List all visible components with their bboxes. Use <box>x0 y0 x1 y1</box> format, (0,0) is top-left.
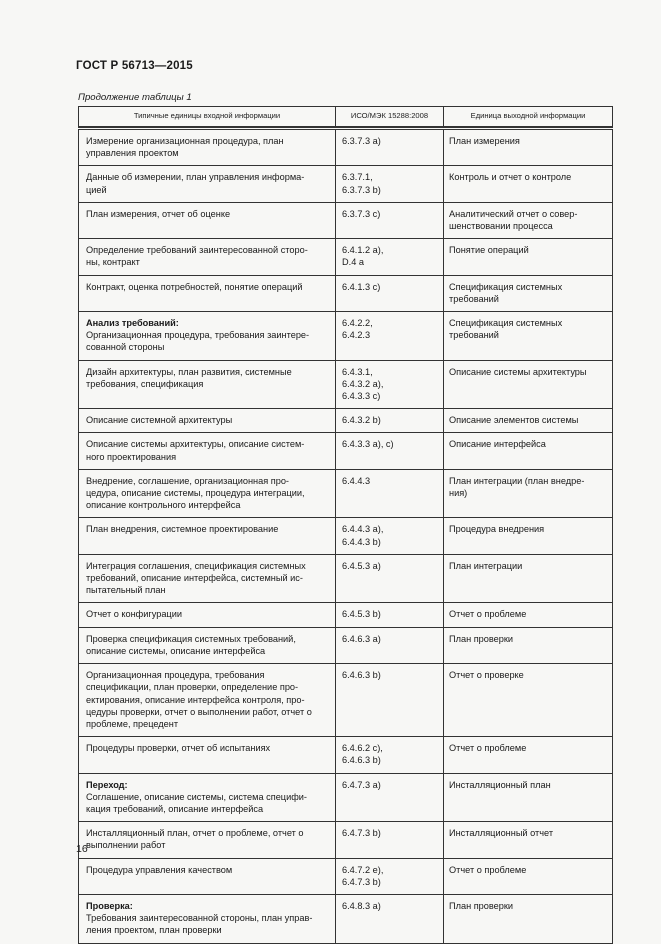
table-row <box>79 822 613 858</box>
input-info-cell <box>79 409 336 433</box>
table-row <box>79 603 613 627</box>
standard-reference-cell: 6.4.6.3 b) <box>336 664 444 737</box>
output-info-cell: Отчет о проблеме <box>444 858 613 894</box>
standard-reference-cell: 6.4.2.2, 6.4.2.3 <box>336 312 444 361</box>
input-info-text: Определение требований заинтересованной сторо- ны, контракт <box>86 245 308 268</box>
column-header-input: Типичные единицы входной информации <box>79 107 336 127</box>
output-info-cell: Описание системы архитектуры <box>444 360 613 409</box>
table-row <box>79 129 613 166</box>
table-row <box>79 409 613 433</box>
input-info-text: Отчет о конфигурации <box>86 609 182 620</box>
section-heading: Переход: <box>86 779 128 790</box>
input-info-cell <box>79 822 336 858</box>
input-info-cell <box>79 469 336 518</box>
section-heading: Анализ требований: <box>86 318 179 329</box>
section-heading: Проверка: <box>86 900 133 911</box>
input-info-cell <box>79 239 336 275</box>
table-row <box>79 664 613 737</box>
standard-reference-cell: 6.4.7.2 e), 6.4.7.3 b) <box>336 858 444 894</box>
table-caption: Продолжение таблицы 1 <box>78 92 192 103</box>
output-info-cell: Описание интерфейса <box>444 433 613 469</box>
table-body <box>79 127 613 944</box>
page-number: 16 <box>76 843 88 855</box>
standard-reference-cell: 6.4.8.3 a) <box>336 894 444 943</box>
output-info-cell: Спецификация системных требований <box>444 312 613 361</box>
output-info-cell: План измерения <box>444 129 613 166</box>
standard-reference-cell: 6.4.7.3 a) <box>336 773 444 822</box>
column-header-standard: ИСО/МЭК 15288:2008 <box>336 107 444 127</box>
output-info-cell: Отчет о проверке <box>444 664 613 737</box>
input-info-text: Процедуры проверки, отчет об испытаниях <box>86 743 271 754</box>
input-info-text: Данные об измерении, план управления информа- цией <box>86 172 305 195</box>
table-row <box>79 518 613 554</box>
table-row <box>79 469 613 518</box>
table-row <box>79 275 613 311</box>
standard-reference-cell: 6.4.7.3 b) <box>336 822 444 858</box>
output-info-cell: Процедура внедрения <box>444 518 613 554</box>
standard-reference-cell: 6.4.3.2 b) <box>336 409 444 433</box>
table-row <box>79 166 613 202</box>
input-info-cell <box>79 202 336 238</box>
table-row <box>79 627 613 663</box>
table-row <box>79 239 613 275</box>
input-info-text: Проверка спецификация системных требований, описание системы, описание интерфейса <box>86 633 296 656</box>
standard-reference-cell: 6.4.1.3 c) <box>336 275 444 311</box>
output-info-cell: Аналитический отчет о совер- шенствовании процесса <box>444 202 613 238</box>
input-info-cell <box>79 664 336 737</box>
table-row <box>79 858 613 894</box>
input-info-text: Процедура управления качеством <box>86 864 233 875</box>
input-info-cell <box>79 603 336 627</box>
standard-reference-cell: 6.4.6.3 a) <box>336 627 444 663</box>
output-info-cell: Контроль и отчет о контроле <box>444 166 613 202</box>
input-info-text: Контракт, оценка потребностей, понятие операций <box>86 281 303 292</box>
output-info-cell: Отчет о проблеме <box>444 737 613 773</box>
standard-reference-cell: 6.3.7.1, 6.3.7.3 b) <box>336 166 444 202</box>
input-info-text: Интеграция соглашения, спецификация системных требований, описание интерфейса, системный ис- пытательный план <box>86 560 306 596</box>
table-row <box>79 433 613 469</box>
input-info-cell <box>79 166 336 202</box>
standard-reference-cell: 6.4.4.3 <box>336 469 444 518</box>
input-info-cell <box>79 737 336 773</box>
input-info-text: Организационная процедура, требования спецификации, план проверки, определение про- ектирования, описание интерфейса контроля, про- цедуры проверки, отчет о выполнении работ, отчет о проблеме, прецедент <box>86 670 312 729</box>
input-info-cell <box>79 894 336 943</box>
input-info-text: Внедрение, соглашение, организационная про- цедура, описание системы, процедура интеграции, описание контрольного интерфейса <box>86 475 305 511</box>
input-info-text: План внедрения, системное проектирование <box>86 524 279 535</box>
output-info-cell: Инсталляционный отчет <box>444 822 613 858</box>
table-header-row <box>79 107 613 127</box>
input-info-text: Дизайн архитектуры, план развития, системные требования, спецификация <box>86 366 292 389</box>
input-info-cell <box>79 518 336 554</box>
input-info-cell <box>79 627 336 663</box>
input-info-cell <box>79 275 336 311</box>
requirements-table <box>78 106 613 944</box>
input-info-cell <box>79 554 336 603</box>
input-info-text: Соглашение, описание системы, система специфи- кация требований, описание интерфейса <box>86 791 307 814</box>
input-info-cell <box>79 129 336 166</box>
table-row <box>79 312 613 361</box>
output-info-cell: План проверки <box>444 894 613 943</box>
standard-reference-cell: 6.4.5.3 a) <box>336 554 444 603</box>
standard-reference-cell: 6.4.3.3 a), c) <box>336 433 444 469</box>
input-info-text: Описание системной архитектуры <box>86 415 233 426</box>
input-info-text: Описание системы архитектуры, описание систем- ного проектирования <box>86 439 305 462</box>
output-info-cell: Описание элементов системы <box>444 409 613 433</box>
document-header: ГОСТ Р 56713—2015 <box>76 60 193 72</box>
input-info-cell <box>79 858 336 894</box>
input-info-text: Требования заинтересованной стороны, план управ- ления проектом, план проверки <box>86 913 313 936</box>
output-info-cell: Инсталляционный план <box>444 773 613 822</box>
column-header-output: Единица выходной информации <box>444 107 613 127</box>
input-info-cell <box>79 360 336 409</box>
output-info-cell: Понятие операций <box>444 239 613 275</box>
table-row <box>79 737 613 773</box>
standard-reference-cell: 6.4.6.2 c), 6.4.6.3 b) <box>336 737 444 773</box>
output-info-cell: План проверки <box>444 627 613 663</box>
input-info-text: Организационная процедура, требования заинтере- сованной стороны <box>86 330 310 353</box>
standard-reference-cell: 6.4.1.2 a), D.4 a <box>336 239 444 275</box>
input-info-text: План измерения, отчет об оценке <box>86 208 231 219</box>
standard-reference-cell: 6.3.7.3 a) <box>336 129 444 166</box>
input-info-text: Инсталляционный план, отчет о проблеме, отчет о выполнении работ <box>86 828 304 851</box>
table-row <box>79 773 613 822</box>
input-info-cell <box>79 312 336 361</box>
output-info-cell: План интеграции <box>444 554 613 603</box>
table-row <box>79 202 613 238</box>
input-info-cell <box>79 433 336 469</box>
standard-reference-cell: 6.4.3.1, 6.4.3.2 a), 6.4.3.3 c) <box>336 360 444 409</box>
standard-reference-cell: 6.3.7.3 c) <box>336 202 444 238</box>
standard-reference-cell: 6.4.4.3 a), 6.4.4.3 b) <box>336 518 444 554</box>
table-row <box>79 360 613 409</box>
input-info-text: Измерение организационная процедура, план управления проектом <box>86 136 284 159</box>
table-row <box>79 554 613 603</box>
output-info-cell: Спецификация системных требований <box>444 275 613 311</box>
input-info-cell <box>79 773 336 822</box>
table-row <box>79 894 613 943</box>
output-info-cell: Отчет о проблеме <box>444 603 613 627</box>
output-info-cell: План интеграции (план внедре- ния) <box>444 469 613 518</box>
standard-reference-cell: 6.4.5.3 b) <box>336 603 444 627</box>
